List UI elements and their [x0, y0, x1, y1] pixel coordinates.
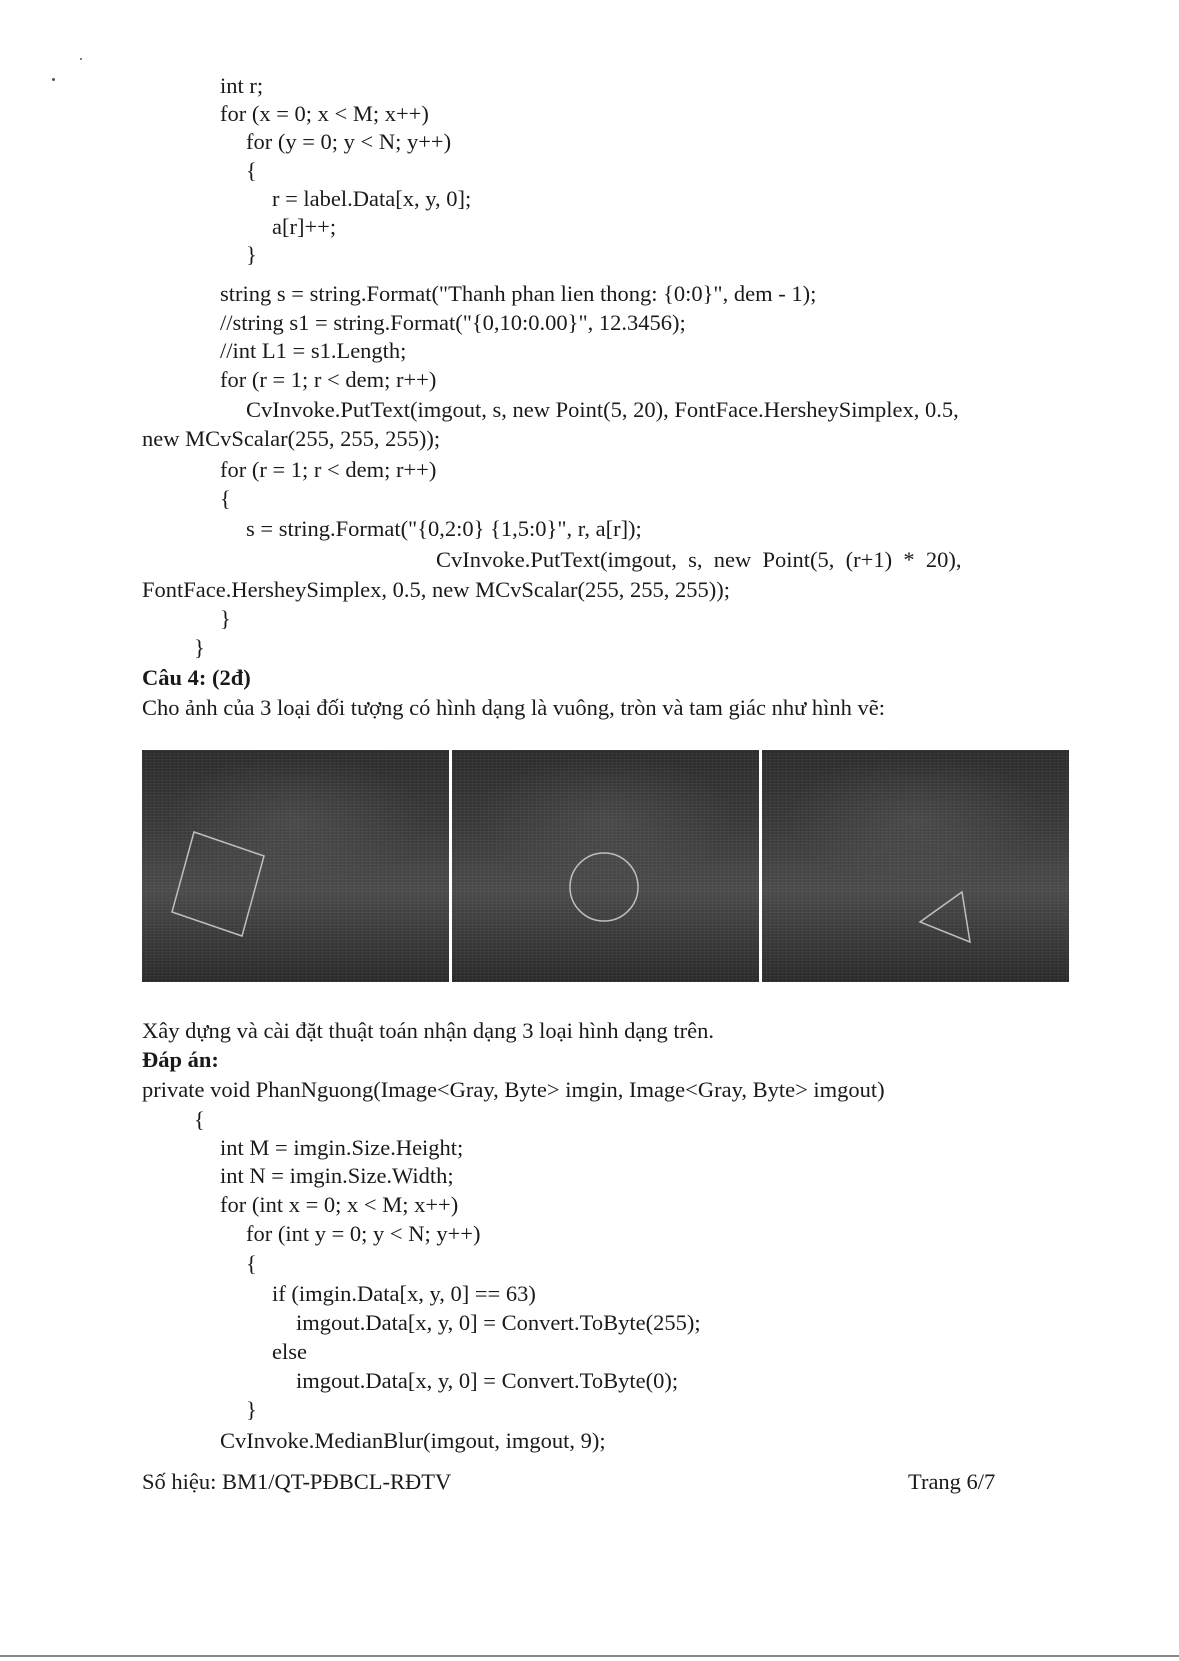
scan-edge	[0, 1655, 1179, 1657]
document-code: Số hiệu: BM1/QT-PĐBCL-RĐTV	[142, 1469, 452, 1494]
code-line: //int L1 = s1.Length;	[220, 338, 407, 363]
code-line: for (y = 0; y < N; y++)	[246, 129, 452, 154]
page-number: Trang 6/7	[908, 1469, 996, 1494]
code-line: imgout.Data[x, y, 0] = Convert.ToByte(0);	[296, 1368, 679, 1393]
code-line: {	[220, 486, 231, 511]
scan-speck	[52, 78, 55, 81]
code-line: for (r = 1; r < dem; r++)	[220, 367, 437, 392]
code-line: int r;	[220, 73, 264, 98]
code-line: }	[194, 635, 205, 660]
code-line: s = string.Format("{0,2:0} {1,5:0}", r, a[r]);	[246, 516, 642, 541]
code-line: if (imgin.Data[x, y, 0] == 63)	[272, 1281, 536, 1306]
code-line: }	[220, 606, 231, 631]
code-line: a[r]++;	[272, 214, 337, 239]
answer-heading: Đáp án:	[142, 1047, 219, 1072]
code-line: CvInvoke.PutText(imgout, s, new Point(5, 20), FontFace.HersheySimplex, 0.5,	[246, 397, 959, 422]
code-line: r = label.Data[x, y, 0];	[272, 186, 472, 211]
code-line: CvInvoke.MedianBlur(imgout, imgout, 9);	[220, 1428, 606, 1453]
code-line: else	[272, 1339, 307, 1364]
code-line: {	[194, 1107, 205, 1132]
shapes-figure	[142, 750, 1069, 982]
code-line: for (r = 1; r < dem; r++)	[220, 457, 437, 482]
scan-speck	[80, 58, 82, 60]
square-shape	[142, 750, 449, 982]
code-line: int M = imgin.Size.Height;	[220, 1135, 464, 1160]
circle-panel	[452, 750, 759, 982]
question-task: Xây dựng và cài đặt thuật toán nhận dạng 3 loại hình dạng trên.	[142, 1018, 715, 1043]
code-line: new MCvScalar(255, 255, 255));	[142, 426, 441, 451]
code-line: int N = imgin.Size.Width;	[220, 1163, 454, 1188]
code-line: imgout.Data[x, y, 0] = Convert.ToByte(255);	[296, 1310, 701, 1335]
square-panel	[142, 750, 449, 982]
question-intro: Cho ảnh của 3 loại đối tượng có hình dạng là vuông, tròn và tam giác như hình vẽ:	[142, 695, 886, 720]
code-line: FontFace.HersheySimplex, 0.5, new MCvScalar(255, 255, 255));	[142, 577, 731, 602]
code-line: CvInvoke.PutText(imgout, s, new Point(5, (r+1) * 20),	[436, 547, 962, 572]
triangle-shape	[762, 750, 1069, 982]
code-line: private void PhanNguong(Image<Gray, Byte> imgin, Image<Gray, Byte> imgout)	[142, 1077, 885, 1102]
code-line: for (int x = 0; x < M; x++)	[220, 1192, 459, 1217]
code-line: string s = string.Format("Thanh phan lien thong: {0:0}", dem - 1);	[220, 281, 817, 306]
code-line: }	[246, 242, 257, 267]
code-line: for (x = 0; x < M; x++)	[220, 101, 429, 126]
code-line: }	[246, 1397, 257, 1422]
code-line: {	[246, 1251, 257, 1276]
triangle-panel	[762, 750, 1069, 982]
circle-shape	[452, 750, 759, 982]
question-heading: Câu 4: (2đ)	[142, 665, 251, 690]
code-line: {	[246, 158, 257, 183]
code-line: //string s1 = string.Format("{0,10:0.00}", 12.3456);	[220, 310, 686, 335]
code-line: for (int y = 0; y < N; y++)	[246, 1221, 481, 1246]
